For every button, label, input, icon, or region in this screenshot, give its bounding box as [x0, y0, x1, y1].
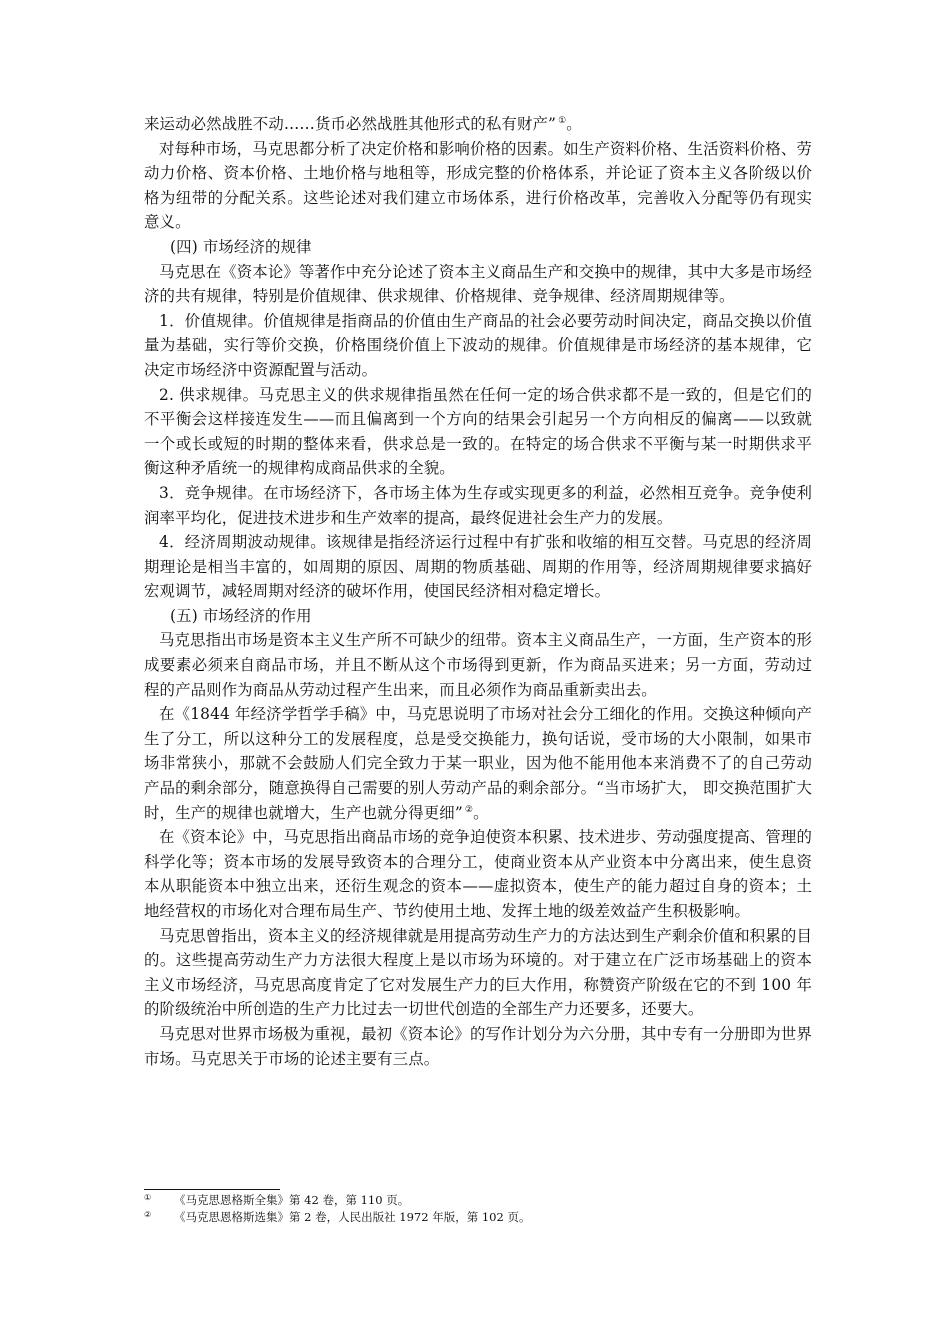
footnote-2	[144, 1209, 812, 1226]
paragraph-productivity: 马克思曾指出，资本主义的经济规律就是用提高劳动生产力的方法达到生产剩余价值和积累的目的。这些提高劳动生产力方法很大程度上是以市场为环境的。对于建立在广泛市场基础上的资本主义市场经济，马克思高度肯定了它对发展生产力的巨大作用，称赞资产阶级在它的不到 100 年的阶级统治中所创造的生产力比过去一切世代创造的全部生产力还要多，还要大。	[144, 926, 812, 1019]
paragraph-capital-competition: 在《资本论》中，马克思指出商品市场的竞争迫使资本积累、技术进步、劳动强度提高、管理的科学化等；资本市场的发展导致资本的合理分工，使商业资本从产业资本中分离出来，使生息资本从职能资本中独立出来，还衍生观念的资本——虚拟资本，使生产的能力超过自身的资本；土地经营权的市场化对合理布局生产、节约使用土地、发挥土地的级差效益产生积极影响。	[144, 828, 812, 920]
paragraph-competition-law: 3．竞争规律。在市场经济下，各市场主体为生存或实现更多的利益，必然相互竞争。竞争使利润率平均化，促进技术进步和生产效率的提高，最终促进社会生产力的发展。	[144, 483, 812, 527]
paragraph-supply-demand-law: 2. 供求规律。马克思主义的供求规律指虽然在任何一定的场合供求都不是一致的，但是它们的不平衡会这样接连发生——而且偏离到一个方向的结果会引起另一个方向相反的偏离——以致就一个或长或短的时期的整体来看，供求总是一致的。在特定的场合供求不平衡与某一时期供求平衡这种矛盾统一的规律构成商品供求的全貌。	[144, 385, 812, 478]
section-heading-market-role: (五) 市场经济的作用	[170, 606, 312, 625]
footnote-mark: ①	[144, 1193, 152, 1202]
footnote-separator	[144, 1189, 280, 1190]
paragraph-market-link: 马克思指出市场是资本主义生产所不可缺少的纽带。资本主义商品生产，一方面，生产资本的形成要素必须来自商品市场，并且不断从这个市场得到更新，作为商品买进来；另一方面，劳动过程的产品则作为商品从劳动过程产生出来，而且必须作为商品重新卖出去。	[144, 631, 812, 699]
section-heading-market-laws: (四) 市场经济的规律	[170, 237, 312, 256]
paragraph-price-factors: 对每种市场，马克思都分析了决定价格和影响价格的因素。如生产资料价格、生活资料价格、劳动力价格、资本价格、土地价格与地租等，形成完整的价格体系，并论证了资本主义各阶级以价格为纽带的分配关系。这些论述对我们建立市场体系，进行价格改革，完善收入分配等仍有现实意义。	[144, 139, 812, 232]
paragraph-value-law: 1．价值规律。价值规律是指商品的价值由生产商品的社会必要劳动时间决定，商品交换以价值量为基础，实行等价交换，价格围绕价值上下波动的规律。价值规律是市场经济的基本规律，它决定市场经济中资源配置与活动。	[144, 311, 812, 379]
footnote-ref-1[interactable]: ①	[558, 115, 567, 126]
footnotes	[144, 1192, 812, 1226]
paragraph-division-of-labor: 在《1844 年经济学哲学手稿》中，马克思说明了市场对社会分工细化的作用。交换这种倾向产生了分工，所以这种分工的发展程度，总是受交换能力，换句话说，受市场的大小限制，如果市场非常狭小，那就不会鼓励人们完全致力于某一职业，因为他不能用他本来消费不了的自己劳动产品的剩余部分，随意换得自己需要的别人劳动产品的剩余部分。“当市场扩大， 即交换范围扩大时，生产的规律也就增大，生产也就分得更细” ②。	[144, 705, 812, 822]
footnote-ref-2[interactable]: ②	[464, 804, 474, 815]
body-text	[144, 112, 812, 1071]
footnote-mark: ②	[144, 1210, 152, 1219]
footnote-text: 《马克思恩格斯选集》第 2 卷，人民出版社 1972 年版，第 102 页。	[174, 1210, 531, 1224]
paragraph-continuation: 来运动必然战胜不动……货币必然战胜其他形式的私有财产” ①。	[144, 115, 582, 133]
paragraph-laws-intro: 马克思在《资本论》等著作中充分论述了资本主义商品生产和交换中的规律，其中大多是市场经济的共有规律，特别是价值规律、供求规律、价格规律、竞争规律、经济周期规律等。	[144, 262, 812, 306]
paragraph-world-market: 马克思对世界市场极为重视，最初《资本论》的写作计划分为六分册，其中专有一分册即为世界市场。马克思关于市场的论述主要有三点。	[144, 1024, 812, 1068]
footnote-1	[144, 1192, 812, 1209]
footnote-text: 《马克思恩格斯全集》第 42 卷，第 110 页。	[174, 1193, 410, 1207]
paragraph-cycle-law: 4．经济周期波动规律。该规律是指经济运行过程中有扩张和收缩的相互交替。马克思的经济周期理论是相当丰富的，如周期的原因、周期的物质基础、周期的作用等，经济周期规律要求搞好宏观调节，减轻周期对经济的破坏作用，使国民经济相对稳定增长。	[144, 533, 812, 601]
